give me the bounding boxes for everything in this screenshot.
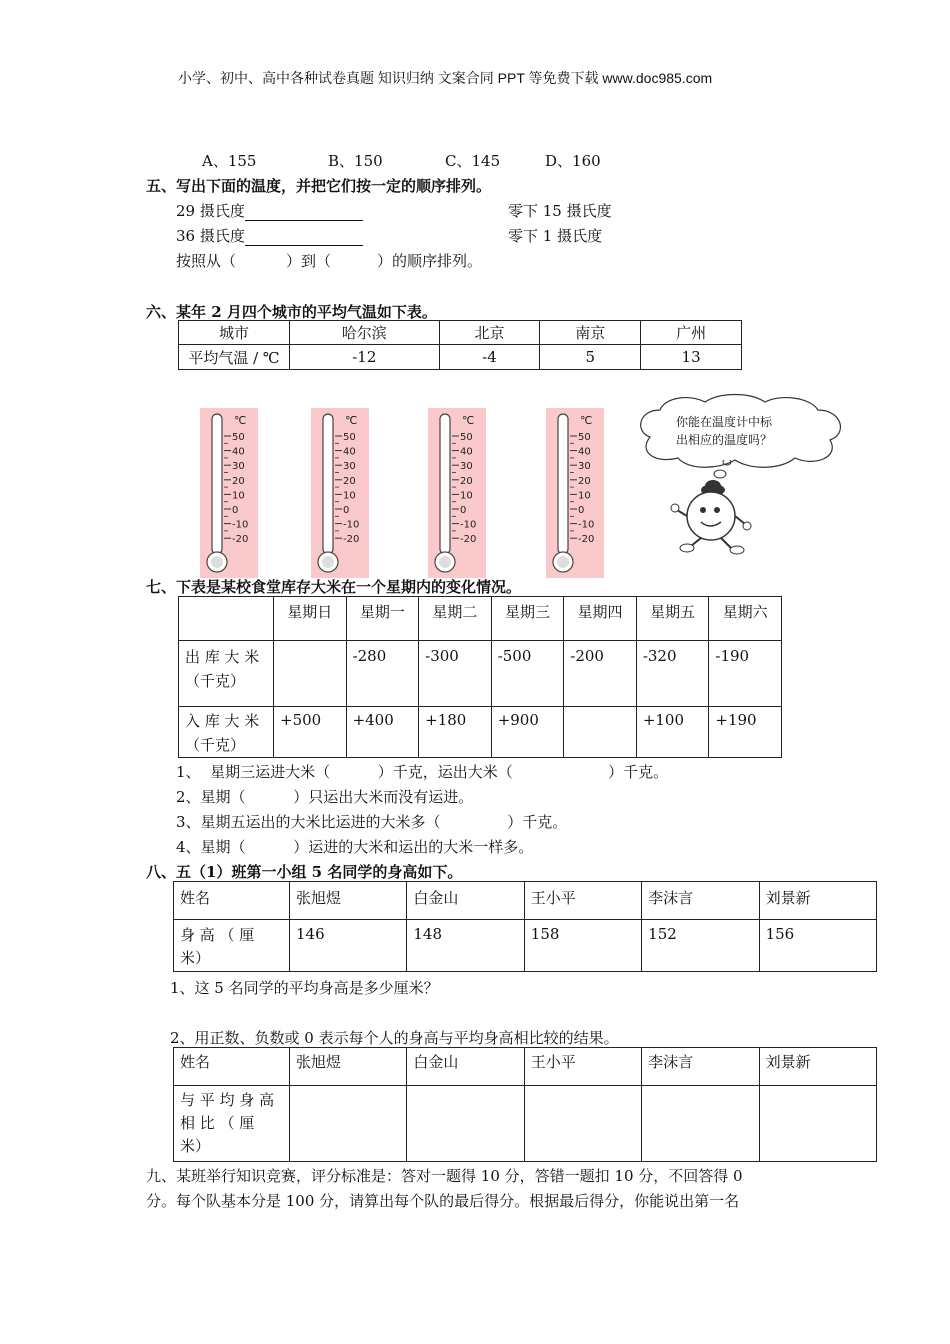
row-label-line: （千克）	[185, 736, 246, 754]
thermometer-icon	[546, 408, 604, 578]
q7-question-2: 2、星期（ ）只运出大米而没有运进。	[176, 788, 474, 806]
height-comparison-table	[173, 1047, 877, 1162]
q5-order-c: ）的顺序排列。	[377, 252, 483, 270]
table-row-label	[179, 707, 274, 758]
thermometer-bulb-inner	[557, 556, 569, 568]
table-row-label	[179, 641, 274, 707]
row-label-line: 与 平 均 身 高	[180, 1091, 275, 1109]
q8-title: 八、五（1）班第一小组 5 名同学的身高如下。	[146, 863, 463, 881]
thermometer-3[interactable]	[428, 408, 486, 578]
option-a: A、155	[202, 152, 257, 170]
table-cell: 5	[540, 345, 641, 370]
thermometer-tick-label: 20	[343, 475, 356, 487]
table-header-cell: 王小平	[524, 1048, 641, 1086]
q5-item-1	[176, 200, 363, 221]
thermometer-tick-label: 10	[232, 490, 245, 502]
q9-line-1: 九、某班举行知识竞赛，评分标准是：答对一题得 10 分，答错一题扣 10 分，不回答得 0	[146, 1167, 743, 1185]
table-cell: -190	[709, 641, 782, 707]
table-header-cell: 白金山	[407, 1048, 524, 1086]
thermometer-2[interactable]	[311, 408, 369, 578]
thermometer-unit-label: ℃	[234, 414, 247, 427]
q8-question-2: 2、用正数、负数或 0 表示每个人的身高与平均身高相比较的结果。	[170, 1029, 619, 1047]
q5-item-2: 零下 15 摄氏度	[508, 202, 612, 220]
table-row-label	[174, 920, 290, 972]
table-header-cell: 李沫言	[642, 1048, 759, 1086]
city-temperature-table	[178, 320, 742, 370]
q7-question-4: 4、星期（ ）运进的大米和运出的大米一样多。	[176, 838, 534, 856]
thermometer-bulb-inner	[211, 556, 223, 568]
table-cell: -300	[419, 641, 492, 707]
table-cell: -200	[564, 641, 637, 707]
table-header-cell: 北京	[439, 321, 540, 345]
thermometer-tick-label: 20	[232, 475, 245, 487]
height-table	[173, 881, 877, 972]
thermometer-tick-label: 10	[578, 490, 591, 502]
thermometer-tick-label: 0	[460, 505, 467, 516]
table-cell: 156	[759, 920, 876, 972]
table-header-cell: 姓名	[174, 882, 290, 920]
table-header-cell: 城市	[179, 321, 290, 345]
thermometer-tick-label: 0	[578, 505, 585, 516]
rice-stock-table	[178, 596, 782, 758]
thermometer-tick-label: -10	[343, 519, 360, 531]
q5-order-a: 按照从（	[176, 252, 237, 270]
table-header-cell: 刘景新	[759, 1048, 876, 1086]
thermometer-unit-label: ℃	[462, 414, 475, 427]
bubble-line-1: 你能在温度计中标	[676, 415, 773, 429]
table-cell: 13	[641, 345, 742, 370]
thermometer-tube	[558, 414, 568, 554]
table-header-cell: 星期二	[419, 597, 492, 641]
q5-title: 五、写出下面的温度，并把它们按一定的顺序排列。	[146, 177, 492, 195]
thermometer-tick-label: -20	[343, 534, 360, 546]
table-header-cell	[179, 597, 274, 641]
option-c: C、145	[445, 152, 501, 170]
thermometer-tube	[212, 414, 222, 554]
table-cell: -320	[636, 641, 709, 707]
option-d: D、160	[545, 152, 601, 170]
table-header-cell: 刘景新	[759, 882, 876, 920]
thermometer-icon	[311, 408, 369, 578]
answer-cell[interactable]	[524, 1086, 641, 1162]
table-header-cell: 星期三	[491, 597, 564, 641]
table-header-cell: 哈尔滨	[290, 321, 440, 345]
thermometer-tick-label: 40	[232, 446, 245, 458]
q5-item-4: 零下 1 摄氏度	[508, 227, 603, 245]
table-cell: +180	[419, 707, 492, 758]
table-row-label	[174, 1086, 290, 1162]
q5-order	[176, 250, 482, 271]
thermometer-tick-label: 10	[343, 490, 356, 502]
table-header-cell: 李沫言	[642, 882, 759, 920]
thermometer-bulb-inner	[439, 556, 451, 568]
table-cell: +400	[346, 707, 419, 758]
table-cell: +100	[636, 707, 709, 758]
q5-order-b: ）到（	[286, 252, 332, 270]
answer-cell[interactable]	[290, 1086, 407, 1162]
thermometer-tick-label: 30	[578, 461, 591, 473]
thermometer-tick-label: 20	[578, 475, 591, 487]
row-label-line: （千克）	[185, 672, 246, 690]
table-row-label: 平均气温 / ℃	[179, 345, 290, 370]
thermometer-tick-label: 40	[460, 446, 473, 458]
thermometer-tick-label: 50	[578, 432, 591, 443]
cartoon-character-icon	[665, 460, 765, 560]
q8-question-1: 1、这 5 名同学的平均身高是多少厘米？	[170, 979, 439, 997]
thermometer-tube	[440, 414, 450, 554]
thermometer-unit-label: ℃	[345, 414, 358, 427]
thermometer-4[interactable]	[546, 408, 604, 578]
table-header-cell: 南京	[540, 321, 641, 345]
row-label-line: 身 高 （ 厘	[180, 926, 255, 944]
q5-item-3	[176, 225, 363, 246]
thermometer-tick-label: 50	[343, 432, 356, 443]
thermometer-tick-label: -10	[460, 519, 477, 531]
table-header-cell: 广州	[641, 321, 742, 345]
table-header-cell: 姓名	[174, 1048, 290, 1086]
answer-cell[interactable]	[759, 1086, 876, 1162]
thermometer-tick-label: 40	[578, 446, 591, 458]
table-header-cell: 白金山	[407, 882, 524, 920]
row-label-line: 相 比 （ 厘	[180, 1114, 255, 1132]
table-cell: 152	[642, 920, 759, 972]
thermometer-tick-label: 40	[343, 446, 356, 458]
thermometer-tick-label: 0	[343, 505, 350, 516]
thermometer-unit-label: ℃	[580, 414, 593, 427]
table-cell: -12	[290, 345, 440, 370]
table-cell: -4	[439, 345, 540, 370]
thermometer-tick-label: -20	[460, 534, 477, 546]
table-header-cell: 张旭煜	[290, 1048, 407, 1086]
thermometer-tick-label: -20	[578, 534, 595, 546]
thermometer-tick-label: 50	[232, 432, 245, 443]
thermometer-tick-label: 30	[343, 461, 356, 473]
row-label-line: 入 库 大 米	[185, 712, 260, 730]
thermometer-tick-label: 30	[460, 461, 473, 473]
row-label-line: 出 库 大 米	[185, 648, 260, 666]
table-cell: 146	[290, 920, 407, 972]
thermometer-tube	[323, 414, 333, 554]
table-cell: -280	[346, 641, 419, 707]
q7-title: 七、下表是某校食堂库存大米在一个星期内的变化情况。	[146, 578, 522, 596]
thermometer-tick-label: -10	[232, 519, 249, 531]
thermometer-tick-label: -10	[578, 519, 595, 531]
q5-item-3-label: 36 摄氏度	[176, 227, 245, 245]
table-cell	[564, 707, 637, 758]
table-header-cell: 星期四	[564, 597, 637, 641]
thermometer-tick-label: -20	[232, 534, 249, 546]
table-header-cell: 星期六	[709, 597, 782, 641]
q5-item-1-label: 29 摄氏度	[176, 202, 245, 220]
thermometer-tick-label: 30	[232, 461, 245, 473]
thermometer-tick-label: 0	[232, 505, 239, 516]
thermometer-tick-label: 50	[460, 432, 473, 443]
table-cell: 158	[524, 920, 641, 972]
bubble-line-2: 出相应的温度吗？	[676, 433, 773, 447]
thermometer-icon	[428, 408, 486, 578]
table-header-cell: 张旭煜	[290, 882, 407, 920]
thermometer-bulb-inner	[322, 556, 334, 568]
q7-question-3: 3、星期五运出的大米比运进的大米多（ ）千克。	[176, 813, 568, 831]
table-header-cell: 星期一	[346, 597, 419, 641]
table-cell: +500	[274, 707, 347, 758]
q6-title: 六、某年 2 月四个城市的平均气温如下表。	[146, 303, 437, 321]
table-header-cell: 星期日	[274, 597, 347, 641]
answer-cell[interactable]	[642, 1086, 759, 1162]
row-label-line: 米）	[180, 1137, 211, 1155]
table-cell: +190	[709, 707, 782, 758]
q5-blank-1[interactable]	[245, 204, 363, 221]
q5-blank-2[interactable]	[245, 229, 363, 246]
answer-cell[interactable]	[407, 1086, 524, 1162]
page-header: 小学、初中、高中各种试卷真题 知识归纳 文案合同 PPT 等免费下载 www.doc985.com	[178, 70, 713, 86]
option-b: B、150	[328, 152, 383, 170]
q9-line-2: 分。每个队基本分是 100 分，请算出每个队的最后得分。根据最后得分，你能说出第一名	[146, 1192, 740, 1210]
table-cell: 148	[407, 920, 524, 972]
table-cell	[274, 641, 347, 707]
thermometer-tick-label: 20	[460, 475, 473, 487]
table-cell: +900	[491, 707, 564, 758]
thermometer-icon	[200, 408, 258, 578]
thermometer-tick-label: 10	[460, 490, 473, 502]
row-label-line: 米）	[180, 949, 211, 967]
thermometer-1[interactable]	[200, 408, 258, 578]
table-header-cell: 王小平	[524, 882, 641, 920]
table-header-cell: 星期五	[636, 597, 709, 641]
table-cell: -500	[491, 641, 564, 707]
q7-question-1: 1、 星期三运进大米（ ）千克，运出大米（ ）千克。	[176, 763, 669, 781]
